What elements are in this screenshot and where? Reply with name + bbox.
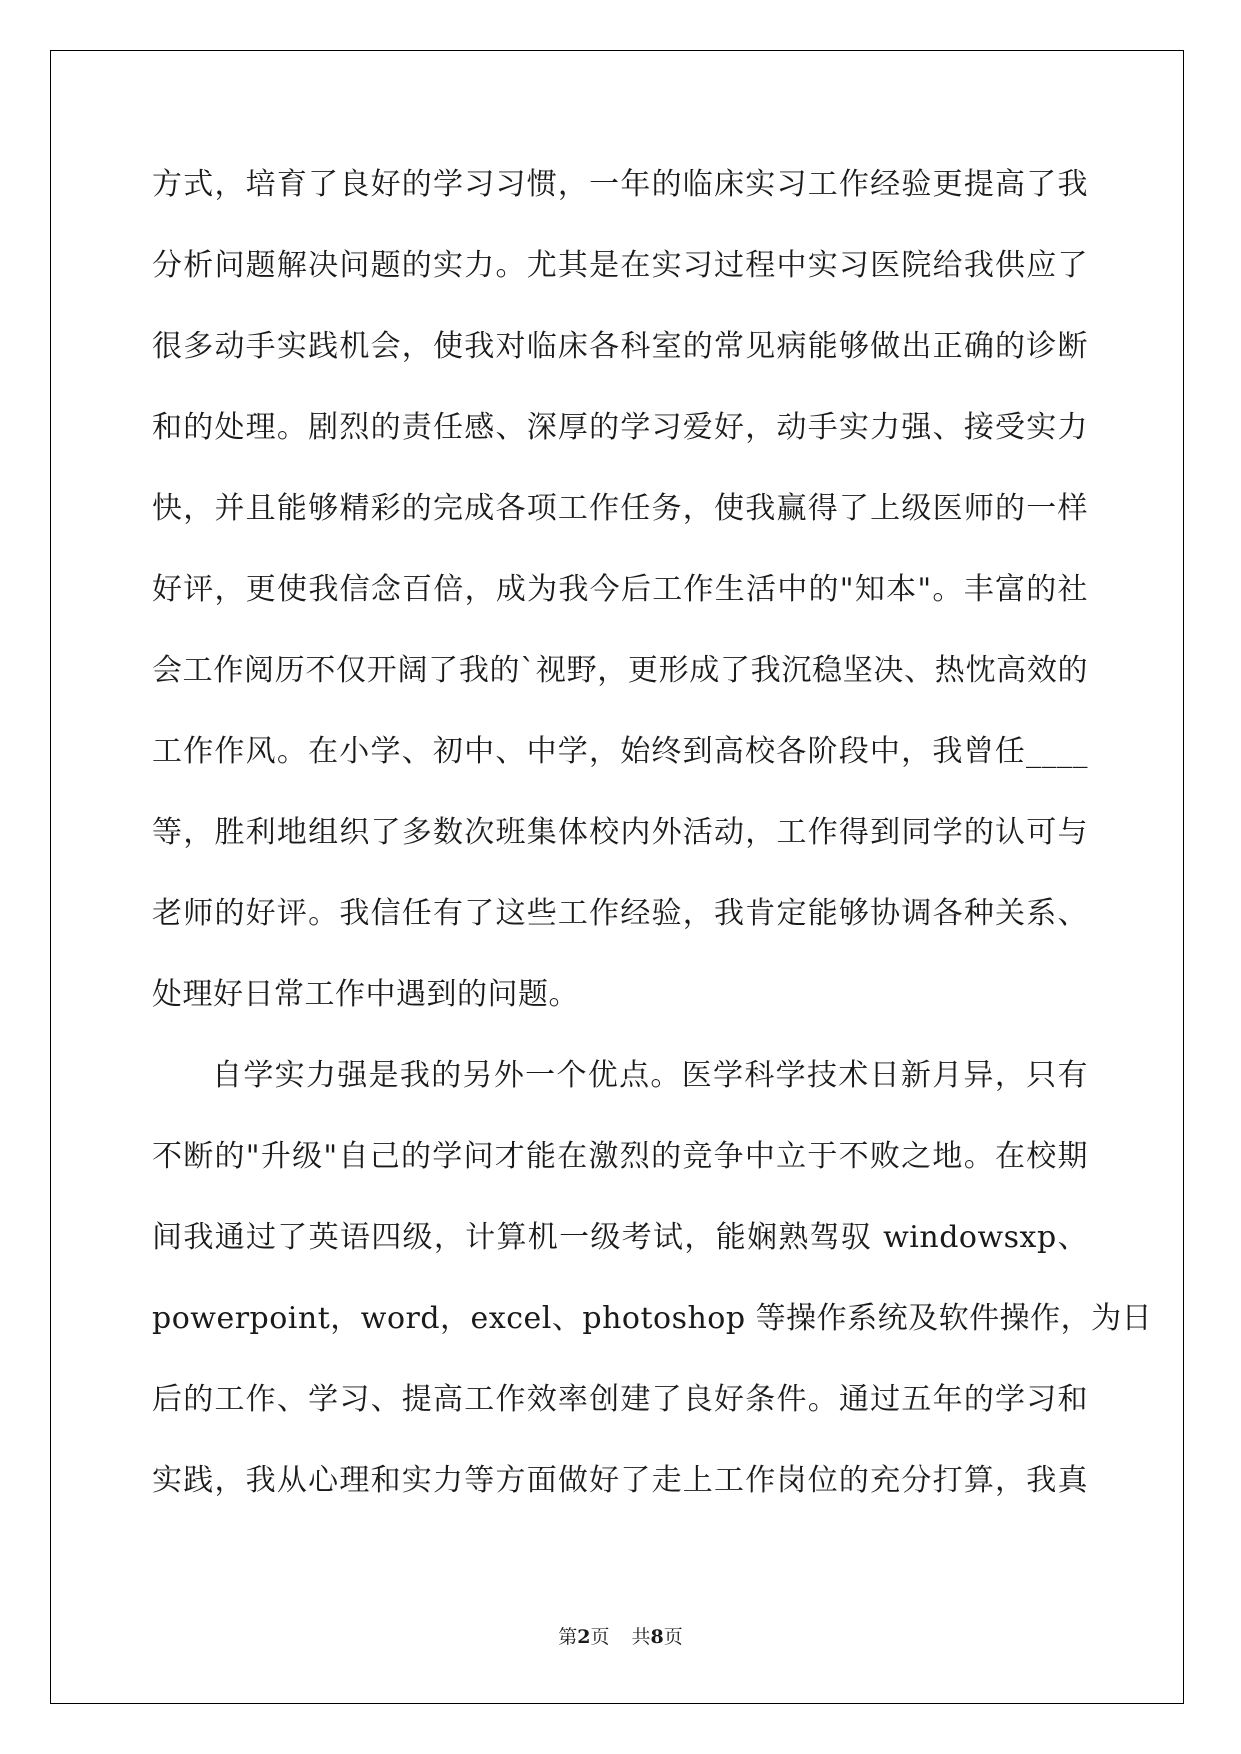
page-total-suffix: 页: [663, 1626, 683, 1648]
text-line: 快，并且能够精彩的完成各项工作任务，使我赢得了上级医师的一样: [152, 491, 1088, 526]
page-number-prefix: 第: [558, 1626, 578, 1648]
text-line: 方式，培育了良好的学习习惯，一年的临床实习工作经验更提高了我: [152, 167, 1088, 202]
page-total-count: 8: [650, 1626, 664, 1648]
page-number-suffix: 页: [590, 1626, 610, 1648]
text-line: powerpoint，word，excel、photoshop 等操作系统及软件操作，为日: [152, 1301, 1153, 1336]
text-line: 等，胜利地组织了多数次班集体校内外活动，工作得到同学的认可与: [152, 815, 1088, 850]
document-body: [152, 160, 1153, 1537]
text-line: 很多动手实践机会，使我对临床各科室的常见病能够做出正确的诊断: [152, 329, 1088, 364]
text-line: 自学实力强是我的另外一个优点。医学科学技术日新月异，只有: [212, 1058, 1088, 1093]
text-line: 会工作阅历不仅开阔了我的`视野，更形成了我沉稳坚决、热忱高效的: [152, 653, 1088, 688]
page-total-prefix: 共: [631, 1626, 651, 1648]
text-line: 实践，我从心理和实力等方面做好了走上工作岗位的充分打算，我真: [152, 1463, 1088, 1498]
text-line: 后的工作、学习、提高工作效率创建了良好条件。通过五年的学习和: [152, 1382, 1088, 1417]
text-line: 间我通过了英语四级，计算机一级考试，能娴熟驾驭 windowsxp、: [152, 1220, 1088, 1255]
text-line: 和的处理。剧烈的责任感、深厚的学习爱好，动手实力强、接受实力: [152, 410, 1088, 445]
text-line: 处理好日常工作中遇到的问题。: [152, 977, 579, 1012]
page-number-current: 2: [577, 1626, 591, 1648]
text-line: 不断的"升级"自己的学问才能在激烈的竞争中立于不败之地。在校期: [152, 1139, 1088, 1174]
text-line: 好评，更使我信念百倍，成为我今后工作生活中的"知本"。丰富的社: [152, 572, 1088, 607]
page-footer: [0, 1622, 1241, 1649]
text-line: 工作作风。在小学、初中、中学，始终到高校各阶段中，我曾任____: [152, 734, 1088, 769]
text-line: 老师的好评。我信任有了这些工作经验，我肯定能够协调各种关系、: [152, 896, 1088, 931]
text-line: 分析问题解决问题的实力。尤其是在实习过程中实习医院给我供应了: [152, 248, 1088, 283]
